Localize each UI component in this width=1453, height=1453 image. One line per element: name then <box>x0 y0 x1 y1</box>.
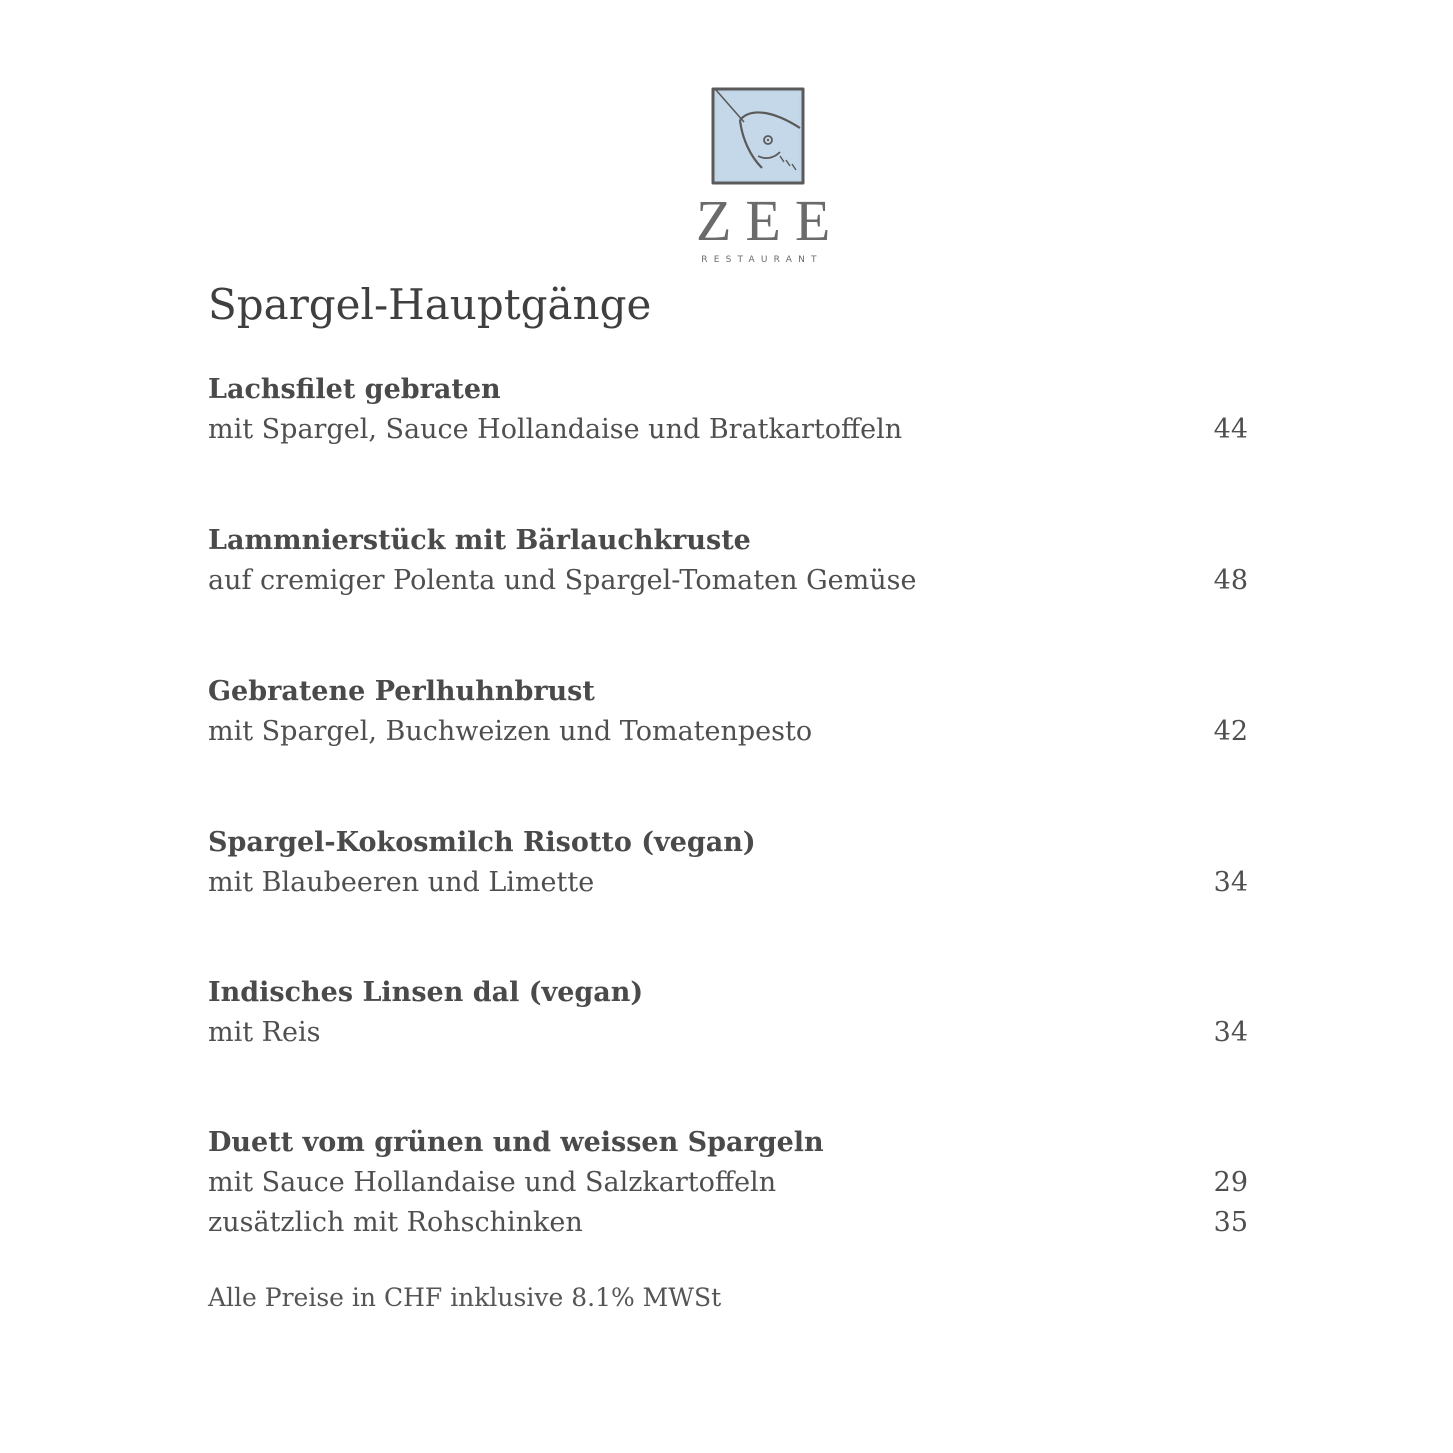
logo-subtitle: RESTAURANT <box>701 255 823 265</box>
menu-item <box>208 672 1250 752</box>
menu-item <box>208 973 1250 1053</box>
menu-item <box>208 1123 1250 1243</box>
price-note: Alle Preise in CHF inklusive 8.1% MWSt <box>208 1283 722 1312</box>
dish-description: mit Spargel, Sauce Hollandaise und Bratkartoffeln <box>208 414 903 445</box>
dish-line <box>208 863 1250 903</box>
dish-price: 35 <box>1213 1207 1248 1238</box>
page-title: Spargel-Hauptgänge <box>208 280 652 329</box>
fish-sketch-icon <box>710 86 806 186</box>
menu-item <box>208 521 1250 601</box>
menu-item <box>208 823 1250 903</box>
dish-description: mit Blaubeeren und Limette <box>208 867 595 898</box>
dish-name: Duett vom grünen und weissen Spargeln <box>208 1127 824 1158</box>
dish-name: Lammnierstück mit Bärlauchkruste <box>208 525 751 556</box>
dish-name: Gebratene Perlhuhnbrust <box>208 676 595 707</box>
dish-line <box>208 1163 1250 1203</box>
dish-line <box>208 561 1250 601</box>
dish-description: zusätzlich mit Rohschinken <box>208 1207 583 1238</box>
dish-description: mit Spargel, Buchweizen und Tomatenpesto <box>208 716 813 747</box>
dish-description: mit Sauce Hollandaise und Salzkartoffeln <box>208 1167 777 1198</box>
dish-line <box>208 1203 1250 1243</box>
dish-price: 42 <box>1213 716 1248 747</box>
dish-price: 44 <box>1213 414 1248 445</box>
restaurant-logo <box>686 84 845 274</box>
dish-price: 29 <box>1213 1167 1248 1198</box>
dish-price: 34 <box>1213 1017 1248 1048</box>
dish-line <box>208 712 1250 752</box>
dish-price: 48 <box>1213 565 1248 596</box>
dish-price: 34 <box>1213 867 1248 898</box>
dish-name: Indisches Linsen dal (vegan) <box>208 977 644 1008</box>
dish-line <box>208 1013 1250 1053</box>
dish-line <box>208 410 1250 450</box>
dish-name: Spargel-Kokosmilch Risotto (vegan) <box>208 827 756 858</box>
dish-name: Lachsfilet gebraten <box>208 374 501 405</box>
menu-item <box>208 370 1250 450</box>
dish-description: auf cremiger Polenta und Spargel-Tomaten Gemüse <box>208 565 917 596</box>
dish-description: mit Reis <box>208 1017 321 1048</box>
logo-wordmark: ZEE <box>696 188 845 253</box>
